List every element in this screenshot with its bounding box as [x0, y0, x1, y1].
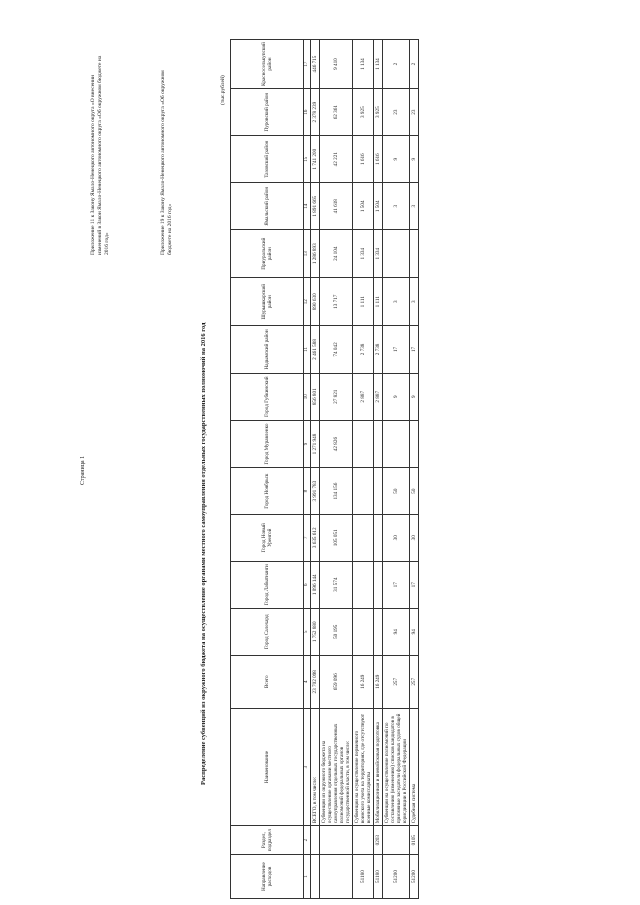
table-cell: 42 221 [320, 136, 353, 183]
column-header: Красноселькупский район [231, 40, 304, 89]
table-cell: 1 286 893 [311, 230, 320, 278]
column-header: Город Новый Уренгой [231, 515, 304, 562]
table-cell: 3 [410, 278, 419, 326]
table-cell: Мобилизационная и вневойсковая подготовка [374, 708, 383, 825]
table-row [374, 40, 383, 899]
table-cell: 94 [383, 608, 410, 655]
table-cell: 1 134 [374, 40, 383, 89]
table-cell: 1 111 [353, 278, 374, 326]
table-cell: 257 [410, 655, 419, 708]
column-index-cell: 2 [304, 826, 311, 855]
table-cell: 3 991 783 [311, 468, 320, 515]
table-cell: 31 574 [320, 561, 353, 608]
table-cell: 1 752 880 [311, 608, 320, 655]
column-header: Приуральский район [231, 230, 304, 278]
table-cell: 74 042 [320, 326, 353, 373]
page-label: Страница 1 [80, 455, 86, 485]
table-cell: 105 051 [320, 515, 353, 562]
column-index-cell: 15 [304, 136, 311, 183]
table-cell: 3 635 612 [311, 515, 320, 562]
column-index-cell: 3 [304, 708, 311, 825]
table-cell: 1 616 [374, 136, 383, 183]
table-cell: Субвенции на осуществление первичного воинского учета на территориях, где отсутствуют военные комиссариаты [353, 708, 374, 825]
table-cell: 42 826 [320, 420, 353, 467]
table-cell: 51180 [353, 855, 374, 899]
table-row [353, 40, 374, 899]
table-cell: ВСЕГО, в том числе: [311, 708, 320, 825]
header-row [231, 40, 304, 899]
table-cell: 30 [410, 515, 419, 562]
table-cell: 9 [410, 373, 419, 420]
table-cell [374, 468, 383, 515]
table-cell: 1 271 948 [311, 420, 320, 467]
table-cell: 2 [410, 40, 419, 89]
table-row [410, 40, 419, 899]
table-cell: 16 249 [353, 655, 374, 708]
table-row [320, 40, 353, 899]
column-index-cell: 17 [304, 40, 311, 89]
table-cell [311, 826, 320, 855]
table-cell [353, 420, 374, 467]
table-cell [374, 608, 383, 655]
table-cell [311, 855, 320, 899]
table-cell [320, 855, 353, 899]
table-cell: 16 249 [374, 655, 383, 708]
table-cell: 3 [383, 183, 410, 230]
table-cell: 9 410 [320, 40, 353, 89]
table-cell: 1 504 [353, 183, 374, 230]
table-cell: 446 715 [311, 40, 320, 89]
column-index-cell: 9 [304, 420, 311, 467]
table-cell: 1 741 200 [311, 136, 320, 183]
table-cell: 23 702 098 [311, 655, 320, 708]
column-index-cell: 10 [304, 373, 311, 420]
table-cell: 23 [410, 89, 419, 136]
table-cell [374, 561, 383, 608]
table-cell: 50 195 [320, 608, 353, 655]
table-row [383, 40, 410, 899]
table-cell: 27 821 [320, 373, 353, 420]
table-cell [383, 826, 410, 855]
table-cell: Субвенции на осуществление полномочий по составлению (изменению) списков кандидатов в присяжные заседатели федеральных судов общей юрисдикции в Российской Федерации [383, 708, 410, 825]
table-cell: 94 [410, 608, 419, 655]
document-title: Распределение субвенций из окружного бюджета на осуществление органами местного самоуправления отдельных государственных полномочий на 2016 год [200, 322, 207, 785]
table-cell: 41 618 [320, 183, 353, 230]
table-cell: 17 [383, 561, 410, 608]
table-cell: 1 334 [374, 230, 383, 278]
table-cell: 0203 [374, 826, 383, 855]
table-cell: 17 [410, 561, 419, 608]
table-cell [320, 826, 353, 855]
table-cell: 1 096 144 [311, 561, 320, 608]
table-cell: 9 [383, 136, 410, 183]
annex-bottom: Приложение 19 к Закону Ямало-Ненецкого автономного округа «Об окружном бюджете на 2016 год» [160, 70, 173, 255]
column-index-cell: 12 [304, 278, 311, 326]
column-header: Город Салехард [231, 608, 304, 655]
table-cell: 50 [410, 468, 419, 515]
column-index-cell: 8 [304, 468, 311, 515]
table-cell: 2 461 588 [311, 326, 320, 373]
column-header: Наименование [231, 708, 304, 825]
table-cell: 1 134 [353, 40, 374, 89]
table-cell: Судебная система [410, 708, 419, 825]
column-index-cell: 13 [304, 230, 311, 278]
column-header: Шурышкарский район [231, 278, 304, 326]
table-cell: 62 361 [320, 89, 353, 136]
column-index-cell: 16 [304, 89, 311, 136]
table-cell: 2 887 [374, 373, 383, 420]
table-cell [383, 230, 410, 278]
table-row [311, 40, 320, 899]
table-cell: 257 [383, 655, 410, 708]
table-cell [353, 468, 374, 515]
column-header: Раздел, подраздел [231, 826, 304, 855]
column-header: Город Лабытнанги [231, 561, 304, 608]
table-cell: 134 156 [320, 468, 353, 515]
column-header: Направление расходов [231, 855, 304, 899]
table-cell [410, 420, 419, 467]
table-cell [383, 420, 410, 467]
column-index-cell: 6 [304, 561, 311, 608]
column-header: Всего [231, 655, 304, 708]
table-cell: 51180 [374, 855, 383, 899]
column-index-cell: 7 [304, 515, 311, 562]
column-header: Город Муравленко [231, 420, 304, 467]
table-cell: 1 334 [353, 230, 374, 278]
column-header: Пуровский район [231, 89, 304, 136]
table-cell [353, 608, 374, 655]
table-cell: 9 [383, 373, 410, 420]
table-body [304, 40, 419, 899]
table-cell: 17 [410, 326, 419, 373]
table-cell: 3 925 [353, 89, 374, 136]
table-cell: 2 738 [374, 326, 383, 373]
table-cell [374, 515, 383, 562]
table-cell: 23 [383, 89, 410, 136]
column-header: Город Ноябрьск [231, 468, 304, 515]
column-index-cell: 1 [304, 855, 311, 899]
table-cell: 3 [410, 183, 419, 230]
table-cell: 9 [410, 136, 419, 183]
table-cell: 3 [383, 278, 410, 326]
column-index-cell: 4 [304, 655, 311, 708]
unit-label: (тыс.рублей) [220, 75, 226, 105]
table-cell: 2 378 239 [311, 89, 320, 136]
table-cell [353, 515, 374, 562]
table-cell [353, 826, 374, 855]
table-cell: 3 925 [374, 89, 383, 136]
table-cell: 1 111 [374, 278, 383, 326]
table-cell: 50 [383, 468, 410, 515]
table-cell: 30 [383, 515, 410, 562]
subventions-table [230, 39, 419, 899]
column-index-cell: 5 [304, 608, 311, 655]
column-header: Город Губкинский [231, 373, 304, 420]
column-header: Надымский район [231, 326, 304, 373]
column-index-row [304, 40, 311, 899]
table-cell: 13 717 [320, 278, 353, 326]
column-header: Тазовский район [231, 136, 304, 183]
table-cell: 659 096 [320, 655, 353, 708]
table-cell: 2 [383, 40, 410, 89]
table-cell: 17 [383, 326, 410, 373]
table-cell [410, 230, 419, 278]
table-cell: 1 504 [374, 183, 383, 230]
table-cell: 51200 [383, 855, 410, 899]
table-cell: 24 104 [320, 230, 353, 278]
column-index-cell: 14 [304, 183, 311, 230]
table-cell: 0105 [410, 826, 419, 855]
table-cell: 51200 [410, 855, 419, 899]
table-cell [374, 420, 383, 467]
column-header: Ямальский район [231, 183, 304, 230]
table-cell: 856 801 [311, 373, 320, 420]
annex-top: Приложение 11 к Закону Ямало-Ненецкого автономного округа «О внесении изменений в Закон Ямало-Ненецкого автономного округа «Об окружном бюджете на 2016 год» [90, 55, 110, 255]
table-cell: 1 616 [353, 136, 374, 183]
table-cell: 2 887 [353, 373, 374, 420]
table-cell: 2 738 [353, 326, 374, 373]
table-cell [353, 561, 374, 608]
table-cell: 890 630 [311, 278, 320, 326]
column-index-cell: 11 [304, 326, 311, 373]
table-cell: Субвенции из окружного бюджета на осуществление органами местного самоуправления отдельных государственных полномочий федеральных органов государственной власти, в том числе: [320, 708, 353, 825]
table-cell: 1 891 665 [311, 183, 320, 230]
